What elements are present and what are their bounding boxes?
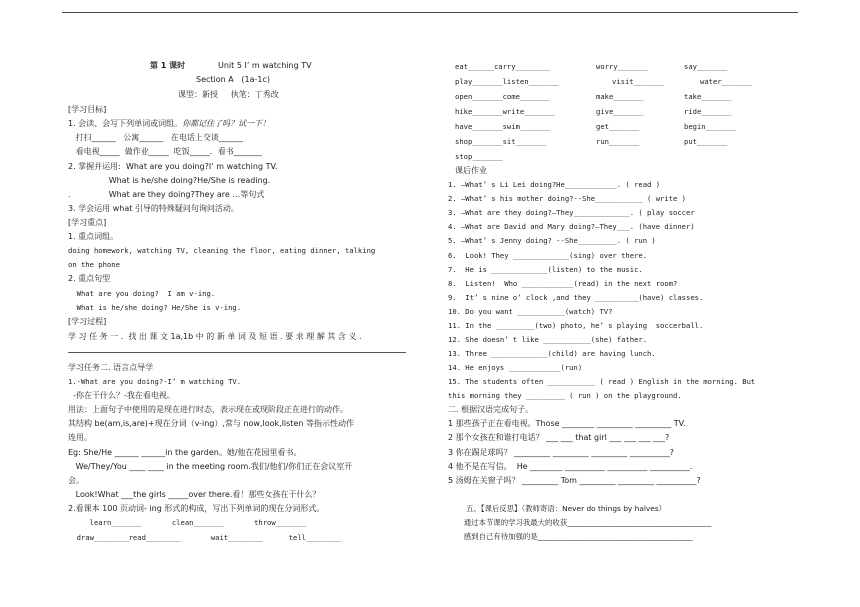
homework-item: 6. Look! They _____________(sing) over there. (448, 251, 648, 260)
objectives-heading: [学习目标] (68, 105, 107, 114)
translate-item: 1 那些孩子正在看电视。Those ________ _________ _________ TV. (448, 419, 686, 428)
task-2-line-7: We/They/You ____ ____ in the meeting room.我们/他们/你们正在会议室开 (68, 462, 353, 471)
reflection-line-1: 通过本节课的学习我最大的收获_______________________________________ (452, 518, 712, 527)
word-cell: have_______swim_______ (455, 122, 551, 131)
key-2: 2. 重点句型 (68, 274, 111, 283)
key-1-text-2: on the phone (68, 260, 120, 269)
word-cell: play_______listen_______ (455, 77, 559, 86)
translate-item: 3 你在踢足球吗？ _________ _________ _________ __________? (448, 448, 675, 457)
section-label: Section A (1a-1c) (196, 75, 270, 84)
word-cell: stop_______ (455, 152, 503, 161)
key-1-text: doing homework, watching TV, cleaning the floor, eating dinner, talking (68, 246, 376, 255)
objective-2-c: . What are they doing?They are …等句式 (68, 190, 265, 199)
word-cell: worry_______ (596, 62, 648, 71)
homework-heading: 课后作业 (455, 166, 487, 175)
task-2-line-8: 会。 (68, 476, 84, 485)
process-heading: [学习过程] (68, 317, 107, 326)
word-cell: visit_______ (612, 77, 664, 86)
translate-item: 5 汤姆在关窗子吗？ _________ Tom _________ _________ __________? (448, 476, 701, 485)
homework-item: 2. —What’ s his mother doing?--She___________ ( write ) (448, 194, 686, 203)
homework-item: 1. —What’ s Li Lei doing?He____________. ( read ) (448, 180, 661, 189)
task-2-line-1: 1.-What are you doing?-I’ m watching TV. (68, 377, 242, 386)
task-2-line-9: Look!What ___the girls _____over there.看！那些女孩在干什么？ (68, 490, 321, 499)
lesson-number: 第 1 课时 (150, 61, 186, 70)
task-1-rule (68, 352, 406, 353)
objective-1-words-1: 打扫______ 公寓______ 在电话上交谈______ (68, 133, 243, 142)
objective-1: 1. 会读、会写下列单词或词组。你都记住了吗？试一下！ (68, 119, 271, 128)
homework-item: 12. She doesn’ t like ___________(she) father. (448, 335, 648, 344)
homework-item: 13. Three _____________(child) are having lunch. (448, 349, 656, 358)
task-2-line-4: 其结构 be(am,is,are)+现在分词（v-ing）,常与 now,look,listen 等指示性动作 (68, 419, 354, 428)
word-cell: begin_______ (684, 122, 736, 131)
word-cell: take_______ (684, 92, 732, 101)
word-cell: make_______ (596, 92, 644, 101)
word-cell: eat______carry________ (455, 62, 551, 71)
task-2: 学习任务二. 语言点导学 (68, 363, 154, 372)
task-2-line-10: 2.看课本 100 页动词- ing 形式的构成，写出下列单词的现在分词形式。 (68, 504, 325, 513)
homework-item: 10. Do you want ___________(watch) TV? (448, 307, 613, 316)
translate-item: 4 他不是在写信。 He ________ __________ __________ __________. (448, 462, 693, 471)
homework-item: 4. —What are David and Mary doing?—They___. (have dinner) (448, 222, 695, 231)
translate-heading: 二. 根据汉语完成句子。 (448, 405, 534, 414)
key-2-b: What is he/she doing? He/She is v-ing. (68, 303, 242, 312)
task-1: 学 习 任 务 一 . 找 出 课 文 1a,1b 中 的 新 单 词 及 短 语 . 要 求 理 解 其 含 义 . (68, 332, 362, 341)
task-2-line-3: 用法：上面句子中使用的是现在进行时态，表示现在或现阶段正在进行的动作。 (68, 405, 348, 414)
unit-title: Unit 5 I’ m watching TV (218, 61, 312, 70)
key-2-a: What are you doing? I am v-ing. (68, 289, 216, 298)
word-cell: ride_______ (684, 107, 732, 116)
word-cell: water_______ (700, 77, 752, 86)
objective-2: 2. 掌握并运用: What are you doing?I’ m watching TV. (68, 162, 278, 171)
homework-item: 7. He is _____________(listen) to the music. (448, 265, 643, 274)
key-heading: [学习重点] (68, 218, 107, 227)
homework-item: 11. In the _________(two) photo, he’ s playing soccerball. (448, 321, 704, 330)
task-2-line-5: 连用。 (68, 433, 92, 442)
homework-item: 14. He enjoys ____________(run) (448, 363, 583, 372)
word-cell: get_______ (596, 122, 640, 131)
key-1: 1. 重点词组。 (68, 232, 119, 241)
reflection-line-2: 感到自己有待加强的是__________________________________________ (452, 532, 693, 541)
homework-item: 9. It’ s nine o’ clock ,and they __________(have) classes. (448, 293, 704, 302)
objective-1-words-2: 看电视_____ 做作业_____ 吃饭_____．看书_______ (68, 147, 262, 156)
homework-item: 15. The students often ___________ ( read ) English in the morning. But (448, 377, 756, 386)
word-cell: open_______come_______ (455, 92, 551, 101)
translate-item: 2 那个女孩在和谁打电话？ ___ ___ that girl ___ ___ ___ ___? (448, 433, 670, 442)
task-2-line-12: draw________read________ wait________ tell________ (68, 533, 341, 542)
homework-item: 8. Listen! Who ____________(read) in the next room? (448, 279, 678, 288)
lesson-meta: 课型：新授 执笔：丁秀改 (178, 90, 279, 99)
homework-item: 5. —What’ s Jenny doing? --She_________. ( run ) (448, 236, 656, 245)
task-2-line-6: Eg: She/He ______ ______in the garden。她/他在花园里看书。 (68, 448, 302, 457)
task-2-line-11: learn_______ clean_______ throw_______ (68, 518, 306, 527)
word-cell: hike_______write_______ (455, 107, 555, 116)
word-cell: run_______ (596, 137, 640, 146)
task-2-line-2: -你在干什么？-我在看电视。 (68, 391, 175, 400)
homework-item: this morning they _________ ( run ) on the playground. (448, 391, 682, 400)
word-cell: shop_______sit_______ (455, 137, 546, 146)
top-rule (62, 12, 798, 13)
word-cell: give_______ (596, 107, 644, 116)
word-cell: put_______ (684, 137, 728, 146)
homework-item: 3. —What are they doing?—They_____________. ( play soccer (448, 208, 695, 217)
word-cell: say_______ (684, 62, 728, 71)
reflection-heading: 五、【课后反思】（教师寄语：Never do things by halves） (466, 504, 667, 513)
objective-3: 3. 学会运用 what 引导的特殊疑问句询问活动。 (68, 204, 239, 213)
objective-2-b: What is he/she doing?He/She is reading. (68, 176, 271, 185)
